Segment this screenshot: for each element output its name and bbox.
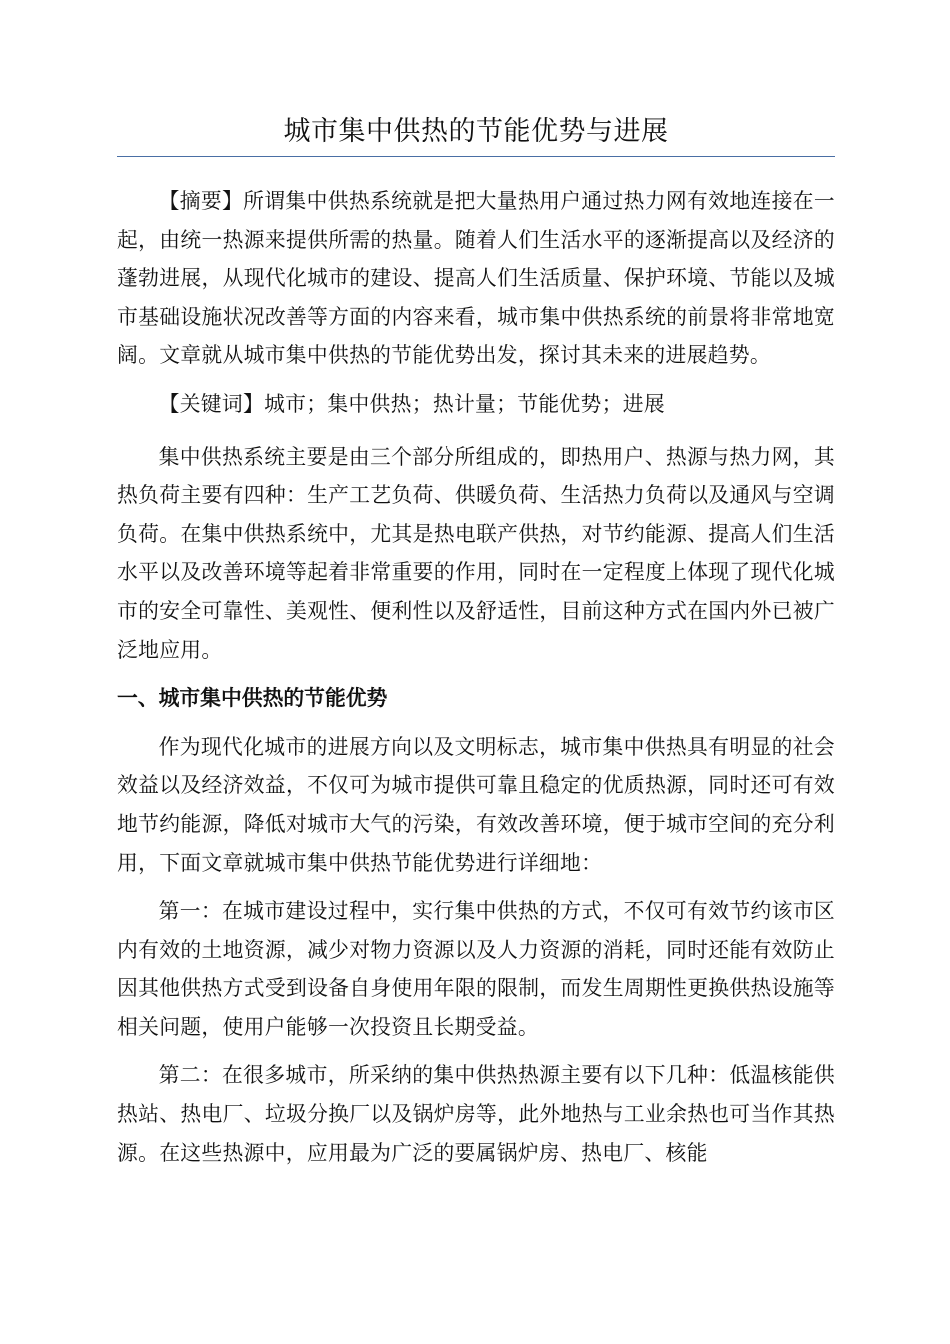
section-paragraph-1: 作为现代化城市的进展方向以及文明标志，城市集中供热具有明显的社会效益以及经济效益，不仅可为城市提供可靠且稳定的优质热源，同时还可有效地节约能源，降低对城市大气的污染，有效改善环境，便于城市空间的充分利用，下面文章就城市集中供热节能优势进行详细地： <box>117 734 835 875</box>
document-page <box>117 112 835 1182</box>
intro-paragraph: 集中供热系统主要是由三个部分所组成的，即热用户、热源与热力网，其热负荷主要有四种：生产工艺负荷、供暖负荷、生活热力负荷以及通风与空调负荷。在集中供热系统中，尤其是热电联产供热，对节约能源、提高人们生活水平以及改善环境等起着非常重要的作用，同时在一定程度上体现了现代化城市的安全可靠性、美观性、便利性以及舒适性，目前这种方式在国内外已被广泛地应用。 <box>117 444 835 662</box>
keywords-paragraph: 【关键词】城市；集中供热；热计量；节能优势；进展 <box>158 391 665 416</box>
document-body <box>117 182 835 1172</box>
document-title: 城市集中供热的节能优势与进展 <box>117 112 835 157</box>
section-heading: 一、城市集中供热的节能优势 <box>117 686 388 711</box>
section-paragraph-2: 第一：在城市建设过程中，实行集中供热的方式，不仅可有效节约该市区内有效的土地资源，减少对物力资源以及人力资源的消耗，同时还能有效防止因其他供热方式受到设备自身使用年限的限制，而发生周期性更换供热设施等相关问题，使用户能够一次投资且长期受益。 <box>117 899 835 1039</box>
abstract-paragraph: 【摘要】所谓集中供热系统就是把大量热用户通过热力网有效地连接在一起，由统一热源来提供所需的热量。随着人们生活水平的逐渐提高以及经济的蓬勃进展，从现代化城市的建设、提高人们生活质量、保护环境、节能以及城市基础设施状况改善等方面的内容来看，城市集中供热系统的前景将非常地宽阔。文章就从城市集中供热的节能优势出发，探讨其未来的进展趋势。 <box>117 189 835 368</box>
section-paragraph-3: 第二：在很多城市，所采纳的集中供热热源主要有以下几种：低温核能供热站、热电厂、垃圾分换厂以及锅炉房等，此外地热与工业余热也可当作其热源。在这些热源中，应用最为广泛的要属锅炉房、热电厂、核能 <box>117 1063 835 1165</box>
